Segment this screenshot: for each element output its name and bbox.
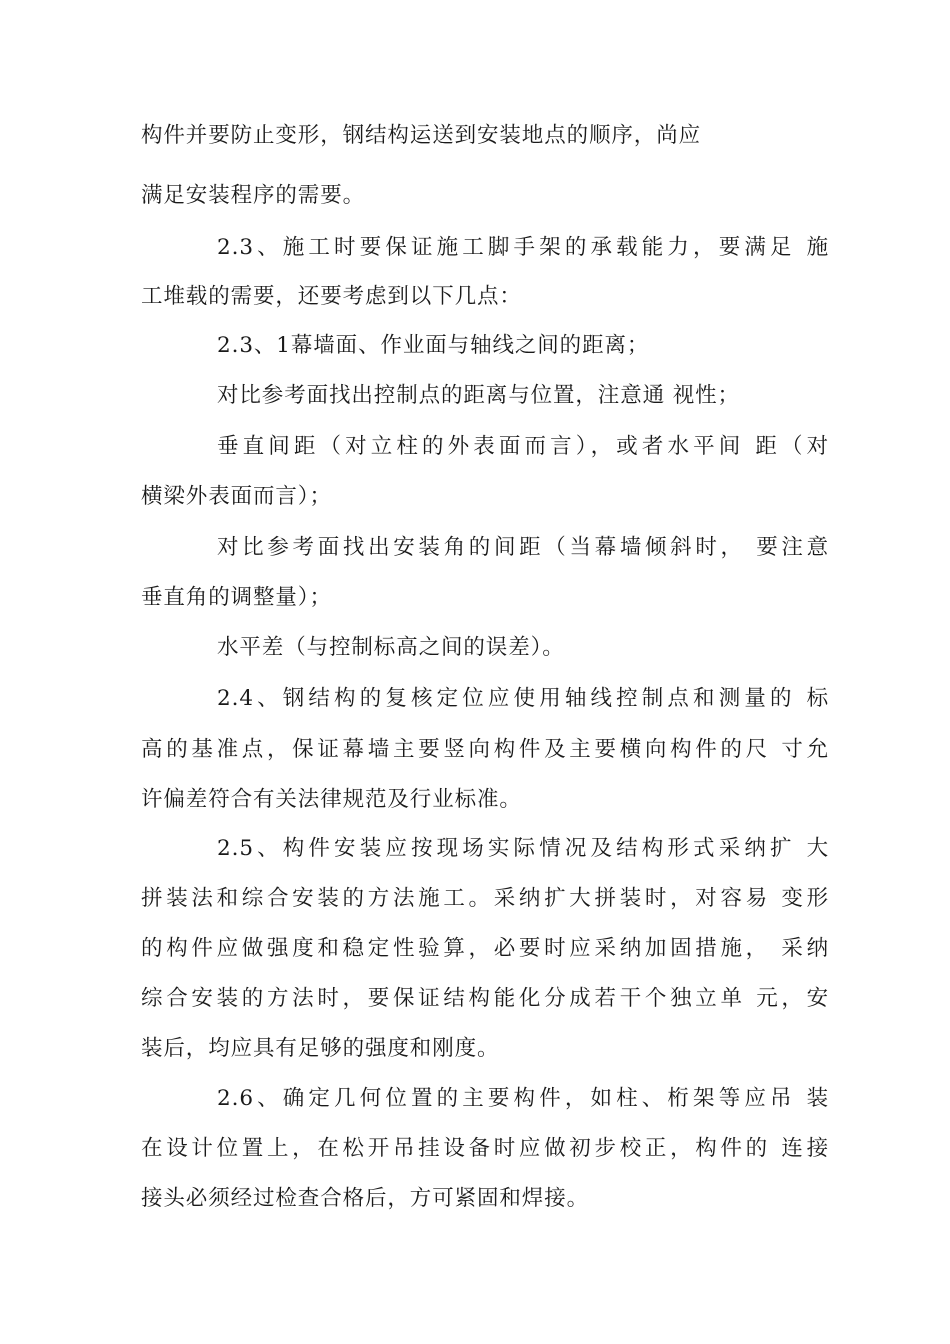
paragraph-line: 在设计位置上，在松开吊挂设备时应做初步校正，构件的 连接 (141, 1136, 829, 1161)
paragraph-line: 高的基准点，保证幕墙主要竖向构件及主要横向构件的尺 寸允 (141, 737, 829, 762)
paragraph-line: 垂直角的调整量）； (141, 585, 332, 610)
paragraph-line: 工堆载的需要，还要考虑到以下几点： (141, 284, 522, 309)
paragraph-line: 2.3、施工时要保证施工脚手架的承载能力，要满足 施 (217, 235, 829, 260)
paragraph-line: 接头必须经过检查合格后，方可紧固和焊接。 (141, 1186, 590, 1211)
paragraph-line: 装后，均应具有足够的强度和刚度。 (141, 1036, 500, 1061)
paragraph-line: 垂直间距（对立柱的外表面而言），或者水平间 距（对 (217, 434, 829, 459)
paragraph-line: 的构件应做强度和稳定性验算，必要时应采纳加固措施， 采纳 (141, 936, 829, 961)
paragraph-line: 构件并要防止变形，钢结构运送到安装地点的顺序，尚应 (141, 123, 702, 148)
paragraph-line: 水平差（与控制标高之间的误差）。 (217, 635, 565, 660)
paragraph-line: 2.5、构件安装应按现场实际情况及结构形式采纳扩 大 (217, 836, 829, 861)
paragraph-line: 2.4、钢结构的复核定位应使用轴线控制点和测量的 标 (217, 686, 829, 711)
paragraph-line: 2.6、确定几何位置的主要构件，如柱、桁架等应吊 装 (217, 1086, 829, 1111)
paragraph-line: 对比参考面找出安装角的间距（当幕墙倾斜时， 要注意 (217, 535, 829, 560)
paragraph-line: 综合安装的方法时，要保证结构能化分成若干个独立单 元，安 (141, 986, 829, 1011)
paragraph-line: 许偏差符合有关法律规范及行业标准。 (141, 787, 522, 812)
paragraph-line: 满足安装程序的需要。 (141, 183, 366, 208)
paragraph-line: 拼装法和综合安装的方法施工。采纳扩大拼装时，对容易 变形 (141, 886, 829, 911)
paragraph-line: 2.3、1幕墙面、作业面与轴线之间的距离； (217, 333, 650, 358)
paragraph-line: 对比参考面找出控制点的距离与位置，注意通 视性； (217, 383, 740, 408)
paragraph-line: 横梁外表面而言）； (141, 484, 332, 509)
